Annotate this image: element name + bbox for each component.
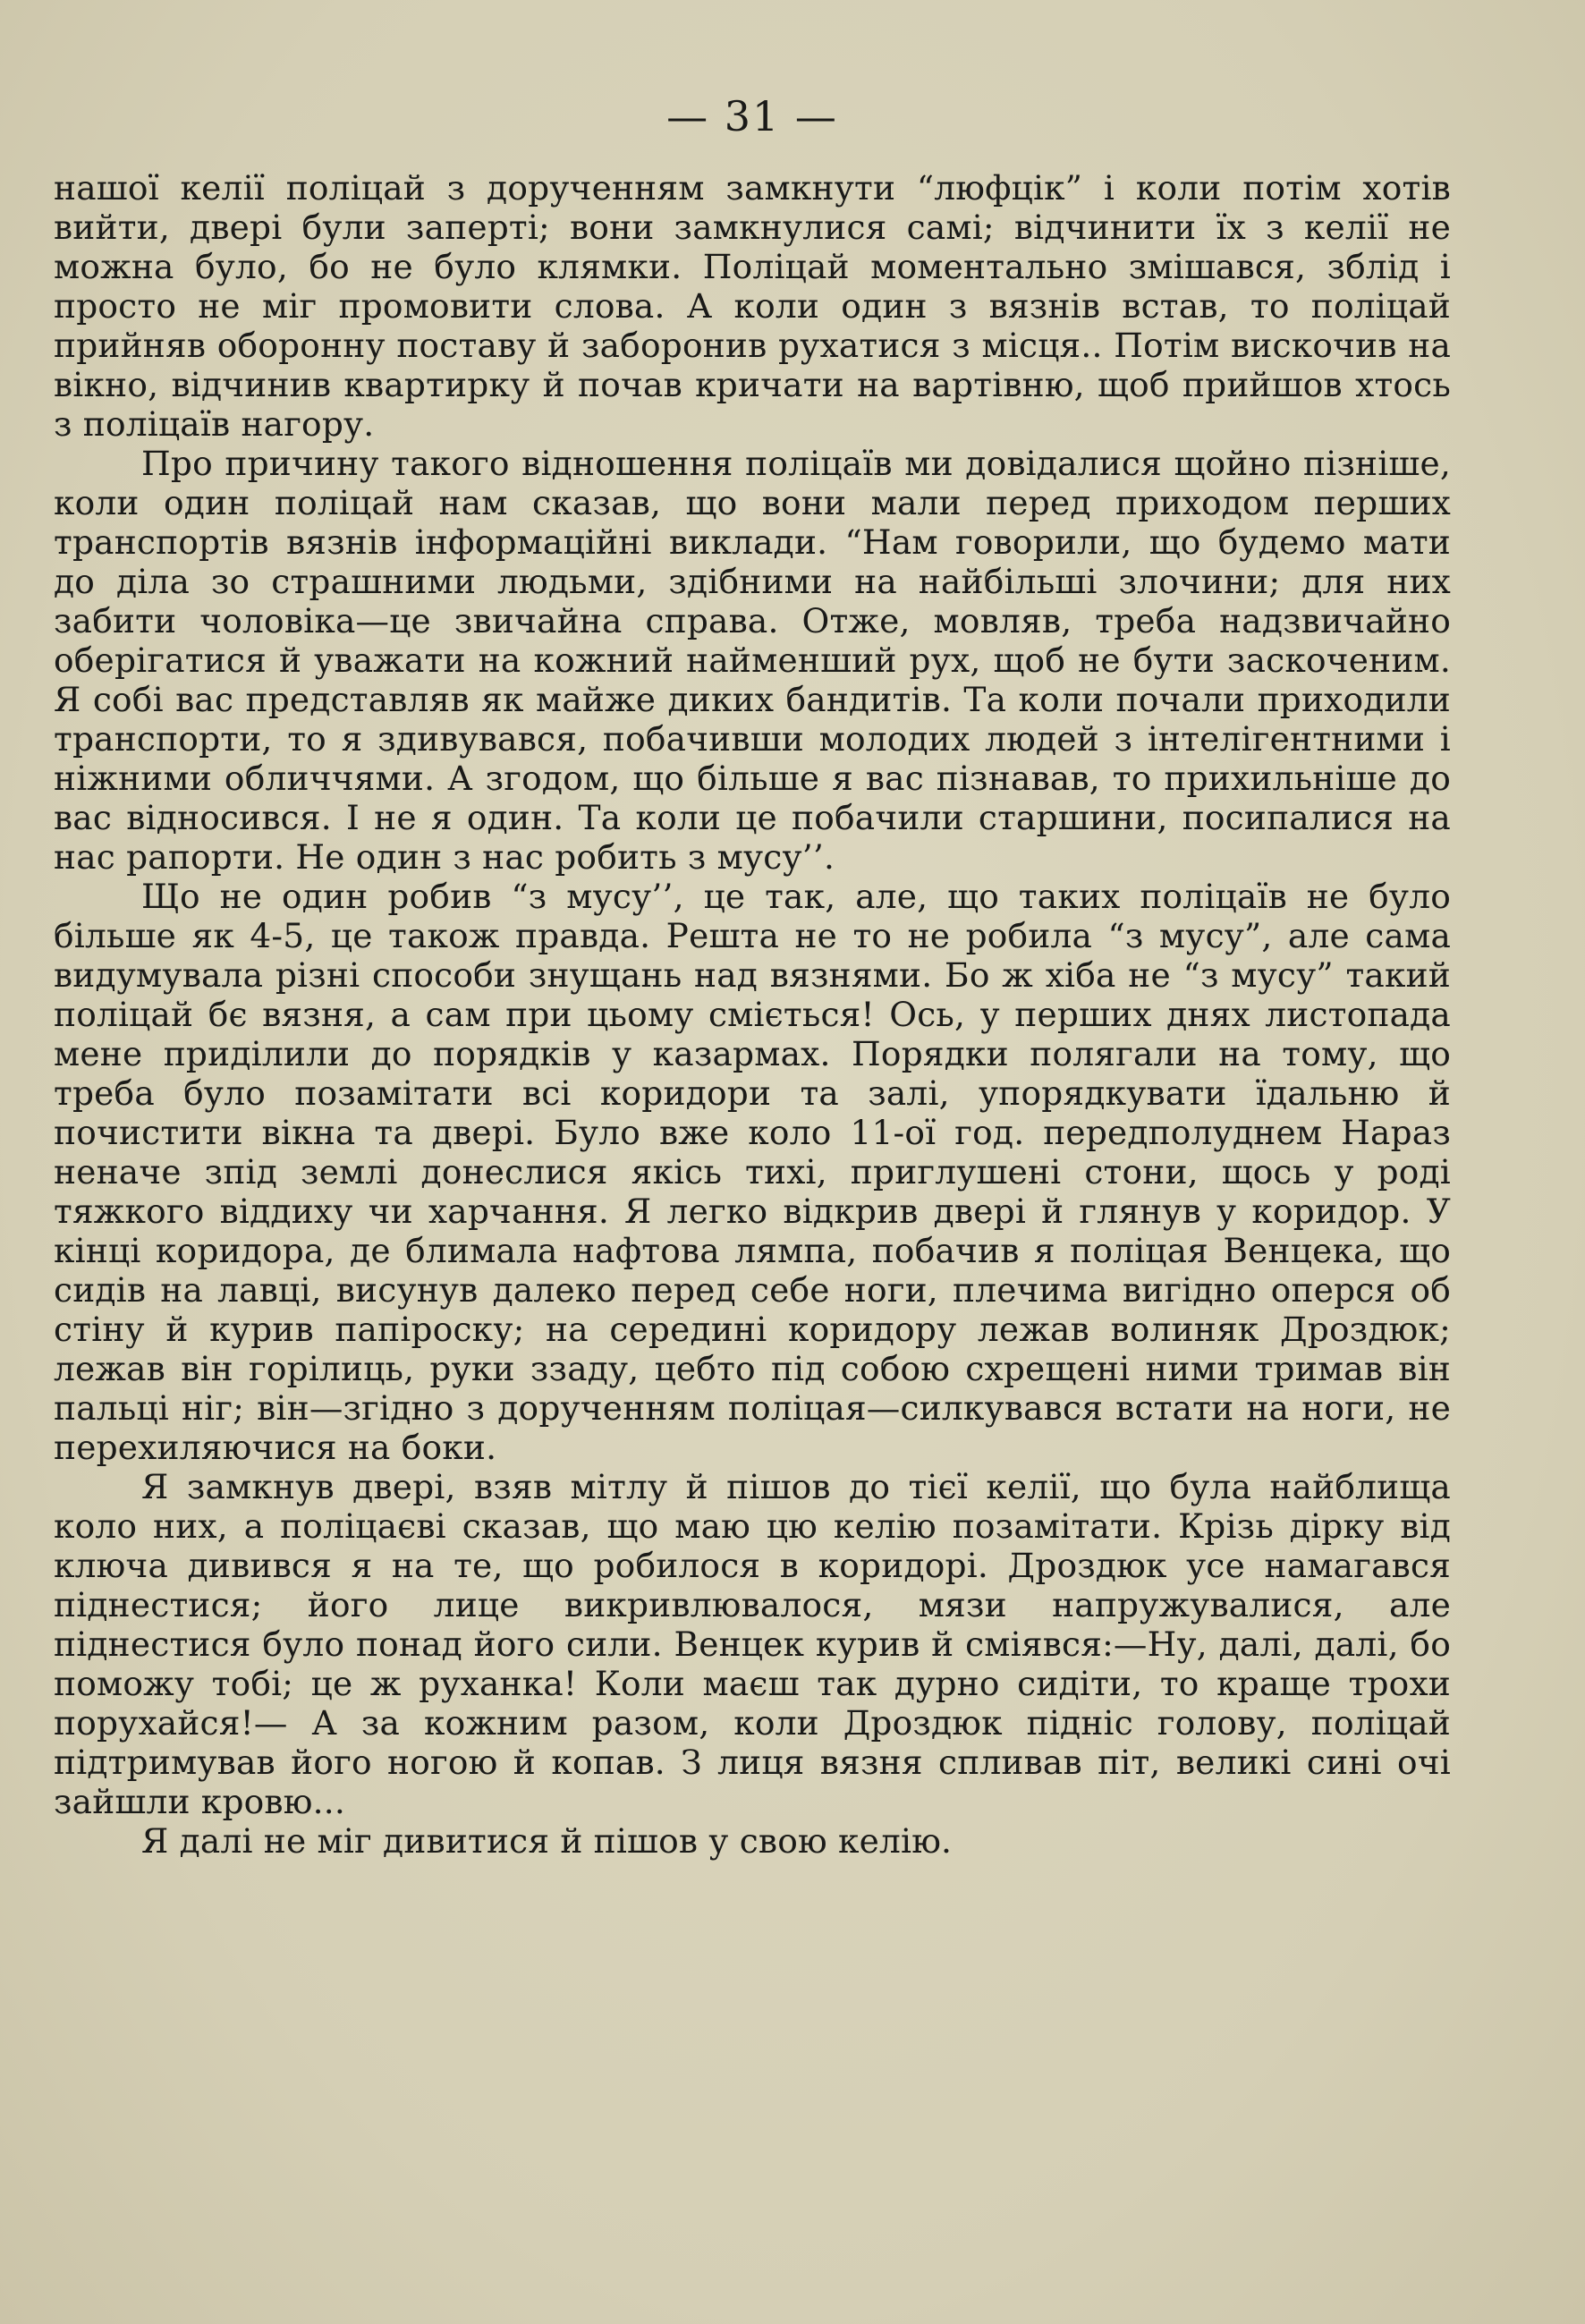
paragraph: Про причину такого відношення поліцаїв ми довідалися щойно пізніше, коли один поліцай нам сказав, що вони мали перед приходом перших транспортів вязнів інформаційні виклади. “Нам говорили, що будемо мати до діла зо страшними людьми, здібними на найбільші злочини; для них забити чоловіка—це звичайна справа. Отже, мовляв, треба надзвичайно оберігатися й уважати на кожний найменший рух, щоб не бути заскоченим. Я собі вас представляв як майже диких бандитів. Та коли почали приходили транспорти, то я здивувався, побачивши молодих людей з інтелігентними і ніжними обличчями. А згодом, що більше я вас пізнавав, то прихильніше до вас відносився. І не я один. Та коли це побачили старшини, посипалися на нас рапорти. Не один з нас робить з мусу’’.: [54, 444, 1451, 877]
paragraph: Я далі не міг дивитися й пішов у свою келію.: [141, 1821, 953, 1861]
paragraph: Я замкнув двері, взяв мітлу й пішов до тієї келії, що була найблища коло них, а поліцаєві сказав, що маю цю келію позамітати. Крізь дірку від ключа дивився я на те, що робилося в коридорі. Дроздюк усе намагався піднестися; його лице викривлювалося, мязи напружувалися, але піднестися було понад його сили. Венцек курив й сміявся:—Ну, далі, далі, бо поможу тобі; це ж руханка! Коли маєш так дурно сидіти, то краще трохи поpухайся!— А за кожним разом, коли Дроздюк підніс голову, поліцай підтримував його ногою й копав. З лиця вязня спливав піт, великі сині очі зайшли кровю...: [54, 1467, 1451, 1821]
paragraph-continuation: нашої келії поліцай з дорученням замкнути “люфцік” і коли потім хотів вийти, двері були заперті; вони замкнулися самі; відчинити їх з келії не можна було, бо не було клямки. Поліцай моментально змішався, зблід і просто не міг промовити слова. А коли один з вязнів встав, то поліцай прийняв оборонну поставу й заборонив рухатися з місця.. Потім вискочив на вікно, відчинив квартирку й почав кричати на вартівню, щоб прийшов хтось з поліцаїв нагору.: [54, 168, 1451, 444]
page-number: — 31 —: [666, 92, 838, 140]
body-text: [54, 168, 1451, 1861]
paragraph: Що не один робив “з мусу’’, це так, але, що таких поліцаїв не було більше як 4-5, це також правда. Решта не то не робила “з мусу”, але сама видумувала різні способи знущань над вязнями. Бо ж хіба не “з мусу” такий поліцай бє вязня, а сам при цьому сміється! Ось, у перших днях листопада мене приділили до порядків у казармах. Порядки полягали на тому, що треба було позамітати всі коридори та залі, упорядкувати їдальню й почистити вікна та двері. Було вже коло 11-ої год. передполуднем Нараз неначе зпід землі донеслися якісь тихі, приглушені стони, щось у роді тяжкого віддиху чи харчання. Я легко відкрив двері й глянув у коридор. У кінці коридора, де блимала нафтова лямпа, побачив я поліцая Венцека, що сидів на лавці, висунув далеко перед себе ноги, плечима вигідно оперся об стіну й курив папіроску; на середині коридору лежав волиняк Дроздюк; лежав він горілиць, руки ззаду, цебто під собою схрещені ними тримав він пальці ніг; він—згідно з дорученням поліцая—силкувався встати на ноги, не перехиляючися на боки.: [54, 877, 1451, 1467]
